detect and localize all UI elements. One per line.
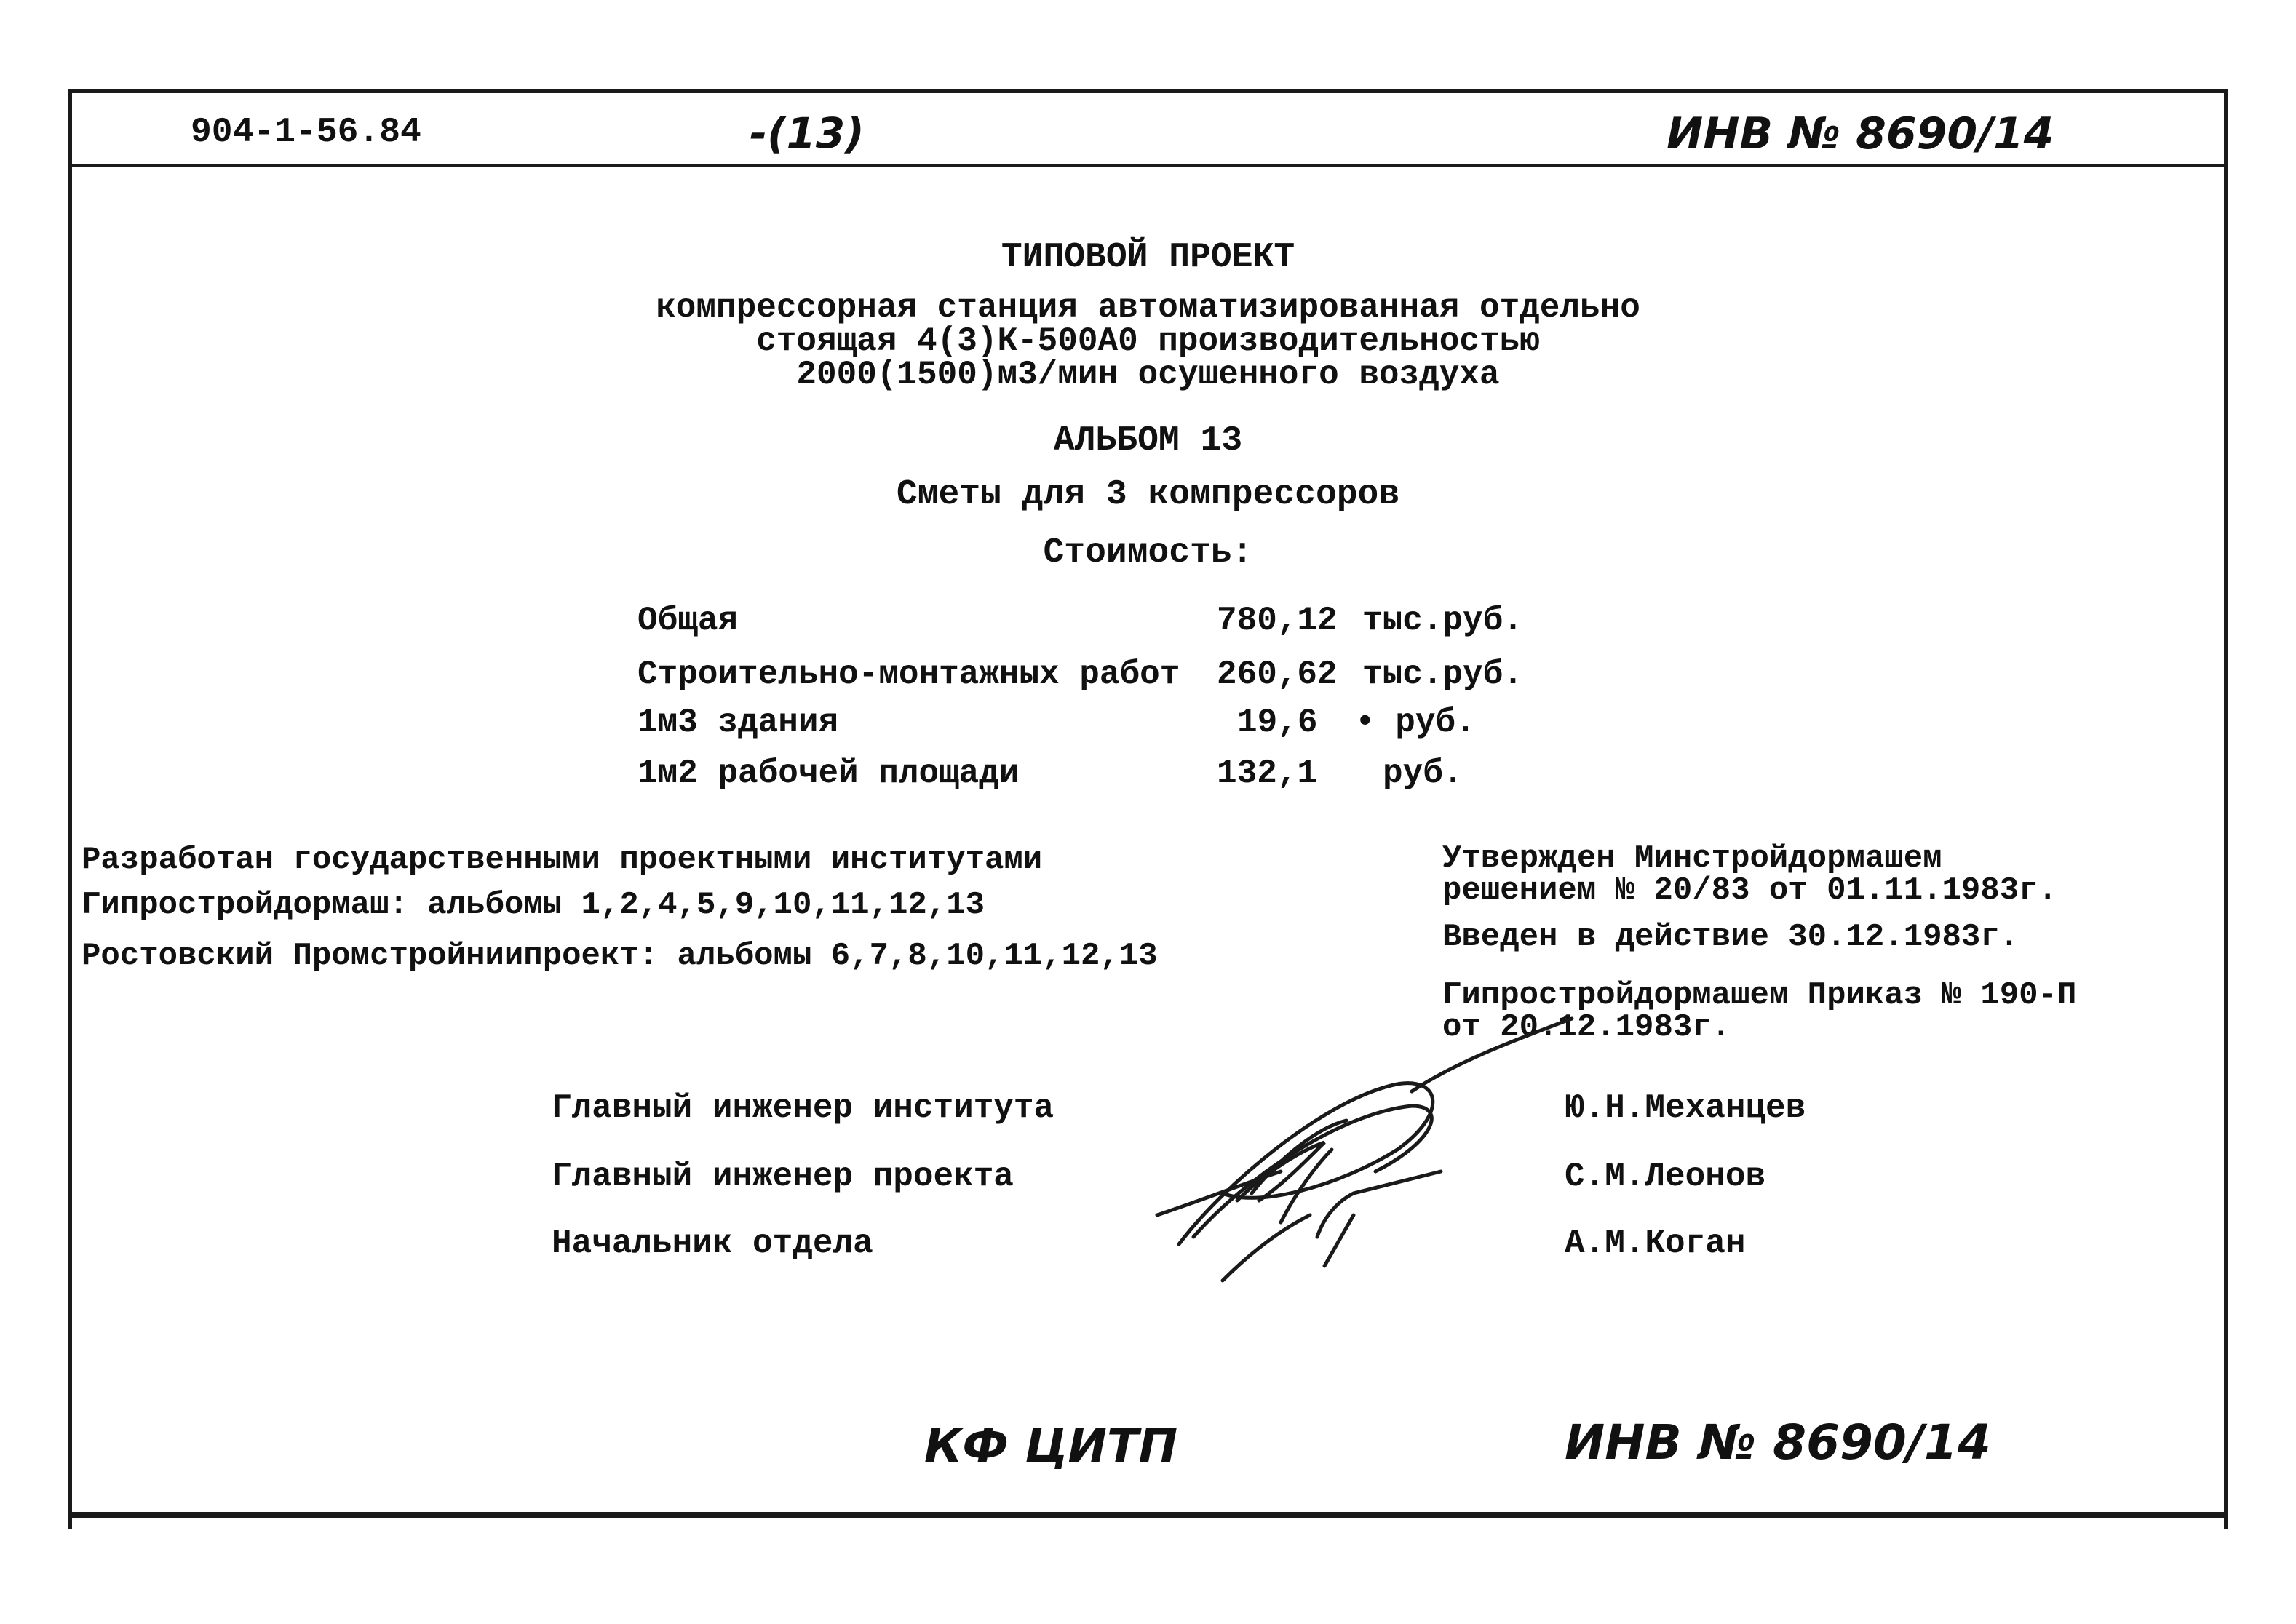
handwritten-signature [1135, 1004, 1586, 1295]
title-line-3: 2000(1500)м3/мин осушенного воздуха [796, 356, 1500, 394]
cost-unit: тыс.руб. [1362, 656, 1523, 693]
cost-value: 19,6 [1237, 704, 1318, 741]
cost-label: 1м3 здания [637, 704, 839, 741]
cost-unit: руб. [1383, 755, 1463, 792]
approval-line-2: решением № 20/83 от 01.11.1983г. [1442, 872, 2057, 909]
cost-value: 132,1 [1217, 755, 1318, 792]
title-line-1: компрессорная станция автоматизированная отдельно [656, 289, 1640, 327]
approval-line-3: Введен в действие 30.12.1983г. [1442, 919, 2019, 955]
cost-heading: Стоимость: [1043, 533, 1253, 573]
approval-line-4: Гипростройдормашем Приказ № 190-П [1442, 977, 2077, 1014]
approval-line-1: Утвержден Минстройдормашем [1442, 840, 1942, 877]
stamp-left: КФ ЦИТП [924, 1420, 1178, 1473]
cost-label: 1м2 рабочей площади [637, 755, 1020, 792]
signatory-name: Ю.Н.Механцев [1565, 1089, 1806, 1127]
cost-value: 780,12 [1217, 602, 1338, 640]
document-code: 904-1-56.84 [191, 113, 421, 152]
signatory-name: С.М.Леонов [1565, 1158, 1766, 1195]
signatory-name: А.М.Коган [1565, 1225, 1746, 1262]
developers-line-1: Разработан государственными проектными институтами [82, 842, 1043, 878]
cost-unit: • руб. [1355, 704, 1476, 741]
cost-unit: тыс.руб. [1362, 602, 1523, 640]
signatory-role: Начальник отдела [552, 1225, 873, 1262]
project-type: ТИПОВОЙ ПРОЕКТ [1001, 238, 1295, 277]
developers-line-2: Гипростройдормаш: альбомы 1,2,4,5,9,10,11,12,13 [82, 887, 985, 923]
signatory-role: Главный инженер проекта [552, 1158, 1014, 1195]
frame-top-line [70, 89, 2227, 93]
cost-label: Общая [637, 602, 739, 640]
cost-label: Строительно-монтажных работ [637, 656, 1180, 693]
frame-bottom-line [70, 1512, 2228, 1518]
frame-header-divider [70, 164, 2227, 167]
album-number: АЛЬБОМ 13 [1053, 421, 1243, 461]
inventory-number: ИНВ № 8690/14 [1667, 108, 2054, 159]
album-subject: Сметы для 3 компрессоров [896, 475, 1400, 514]
stamp-right: ИНВ № 8690/14 [1565, 1414, 1991, 1470]
developers-line-3: Ростовский Промстройниипроект: альбомы 6,7,8,10,11,12,13 [82, 938, 1158, 974]
sheet-number: -(13) [750, 108, 865, 158]
title-line-2: стоящая 4(3)К-500А0 производительностью [756, 322, 1540, 360]
signatory-role: Главный инженер института [552, 1089, 1054, 1127]
cost-value: 260,62 [1217, 656, 1338, 693]
approval-line-5: от 20.12.1983г. [1442, 1009, 1731, 1046]
